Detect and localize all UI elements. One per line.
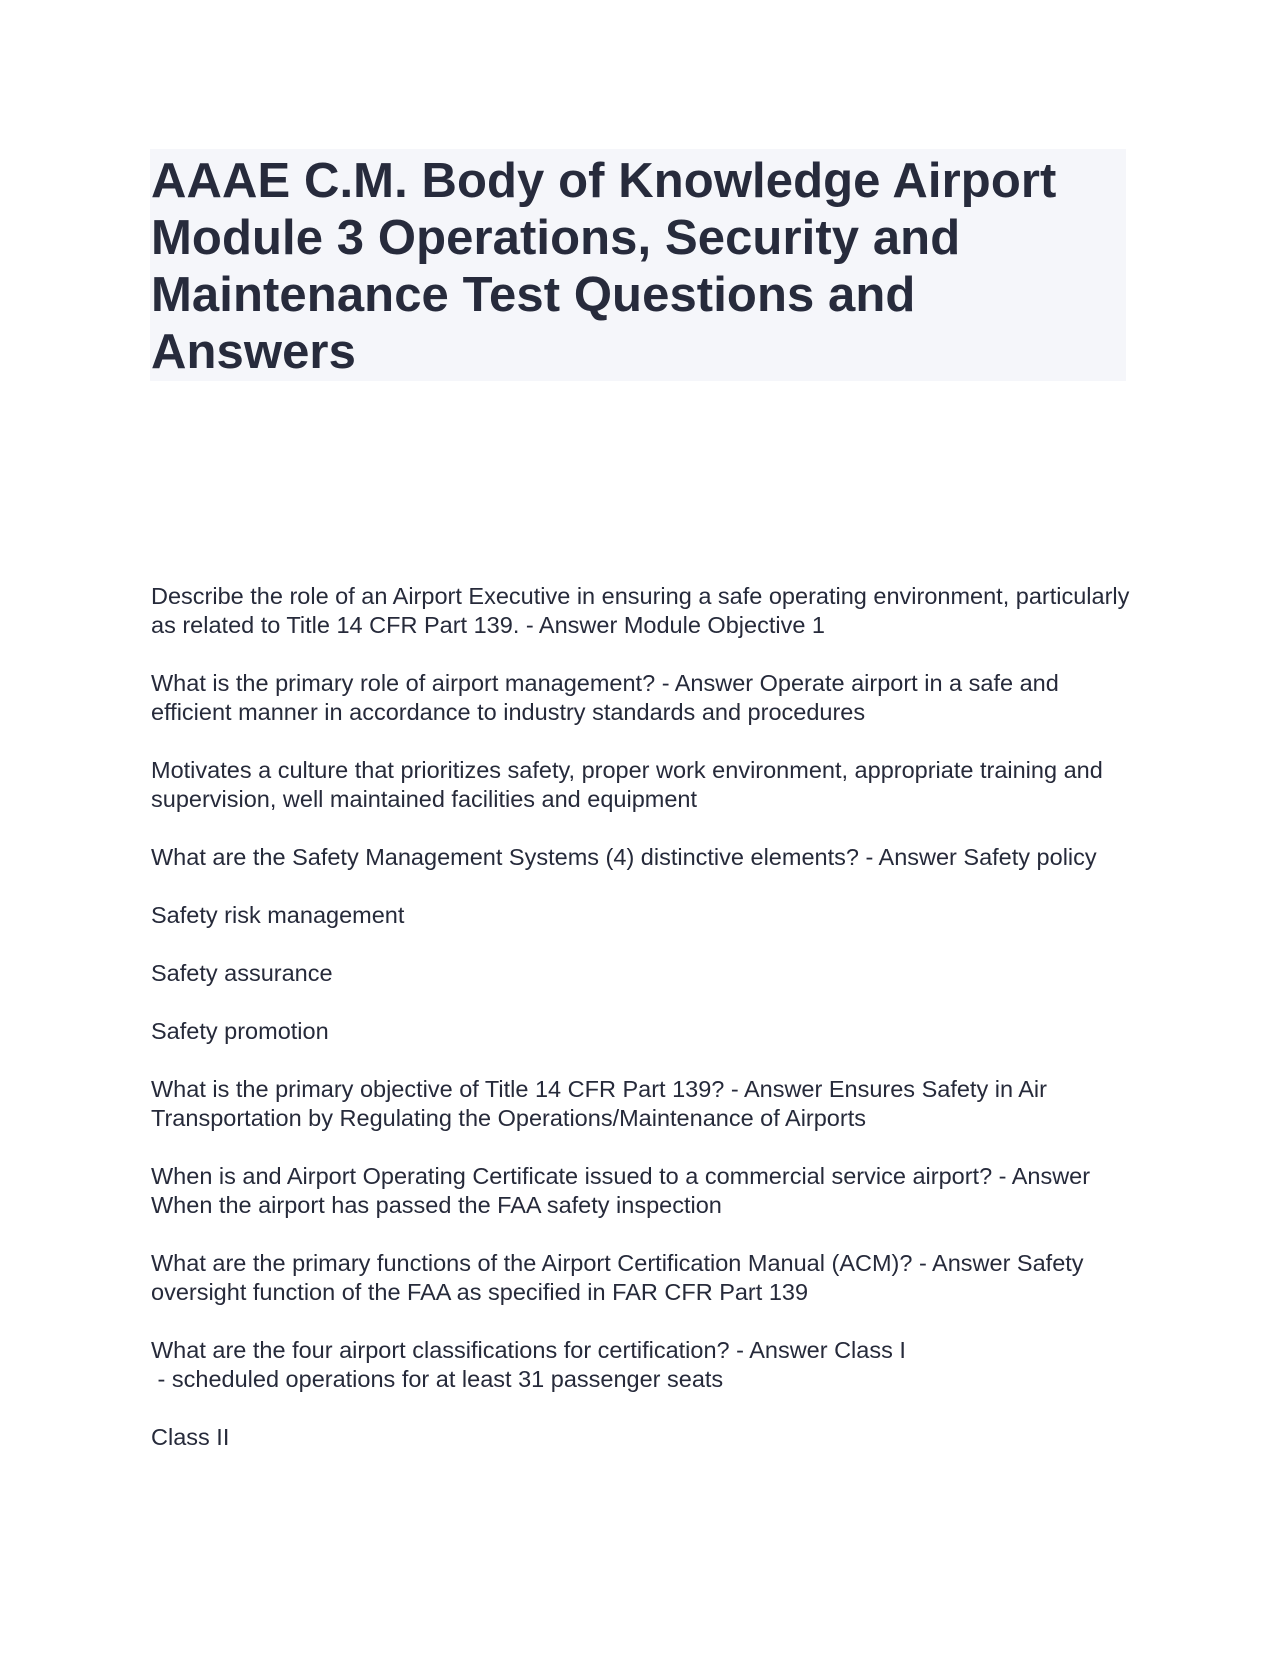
paragraph: When is and Airport Operating Certificate issued to a commercial service airport? - Answer When the airport has passed the FAA safety inspection <box>151 1163 1097 1218</box>
paragraph: Describe the role of an Airport Executive in ensuring a safe operating environment, particularly as related to Title 14 CFR Part 139. - Answer Module Objective 1 <box>151 583 1136 638</box>
document-title: AAAE C.M. Body of Knowledge Airport Module 3 Operations, Security and Maintenance Test Questions and Answers <box>151 154 1057 379</box>
paragraph: Safety assurance <box>151 960 333 986</box>
paragraph: Safety promotion <box>151 1018 329 1044</box>
title-block <box>150 149 1126 381</box>
paragraph: Motivates a culture that prioritizes safety, proper work environment, appropriate training and supervision, well maintained facilities and equipment <box>151 757 1110 812</box>
paragraph: Class II <box>151 1424 230 1450</box>
paragraph: What are the primary functions of the Airport Certification Manual (ACM)? - Answer Safety oversight function of the FAA as specified in FAR CFR Part 139 <box>151 1250 1091 1305</box>
paragraph: What is the primary objective of Title 14 CFR Part 139? - Answer Ensures Safety in Air Transportation by Regulating the Operations/Maintenance of Airports <box>151 1076 1054 1131</box>
paragraph: What are the Safety Management Systems (4) distinctive elements? - Answer Safety policy <box>151 844 1097 870</box>
paragraph: Safety risk management <box>151 902 405 928</box>
paragraph: What are the four airport classifications for certification? - Answer Class I - scheduled operations for at least 31 passenger seats <box>151 1337 906 1392</box>
document-body <box>151 582 1136 1481</box>
paragraph: What is the primary role of airport management? - Answer Operate airport in a safe and efficient manner in accordance to industry standards and procedures <box>151 670 1066 725</box>
